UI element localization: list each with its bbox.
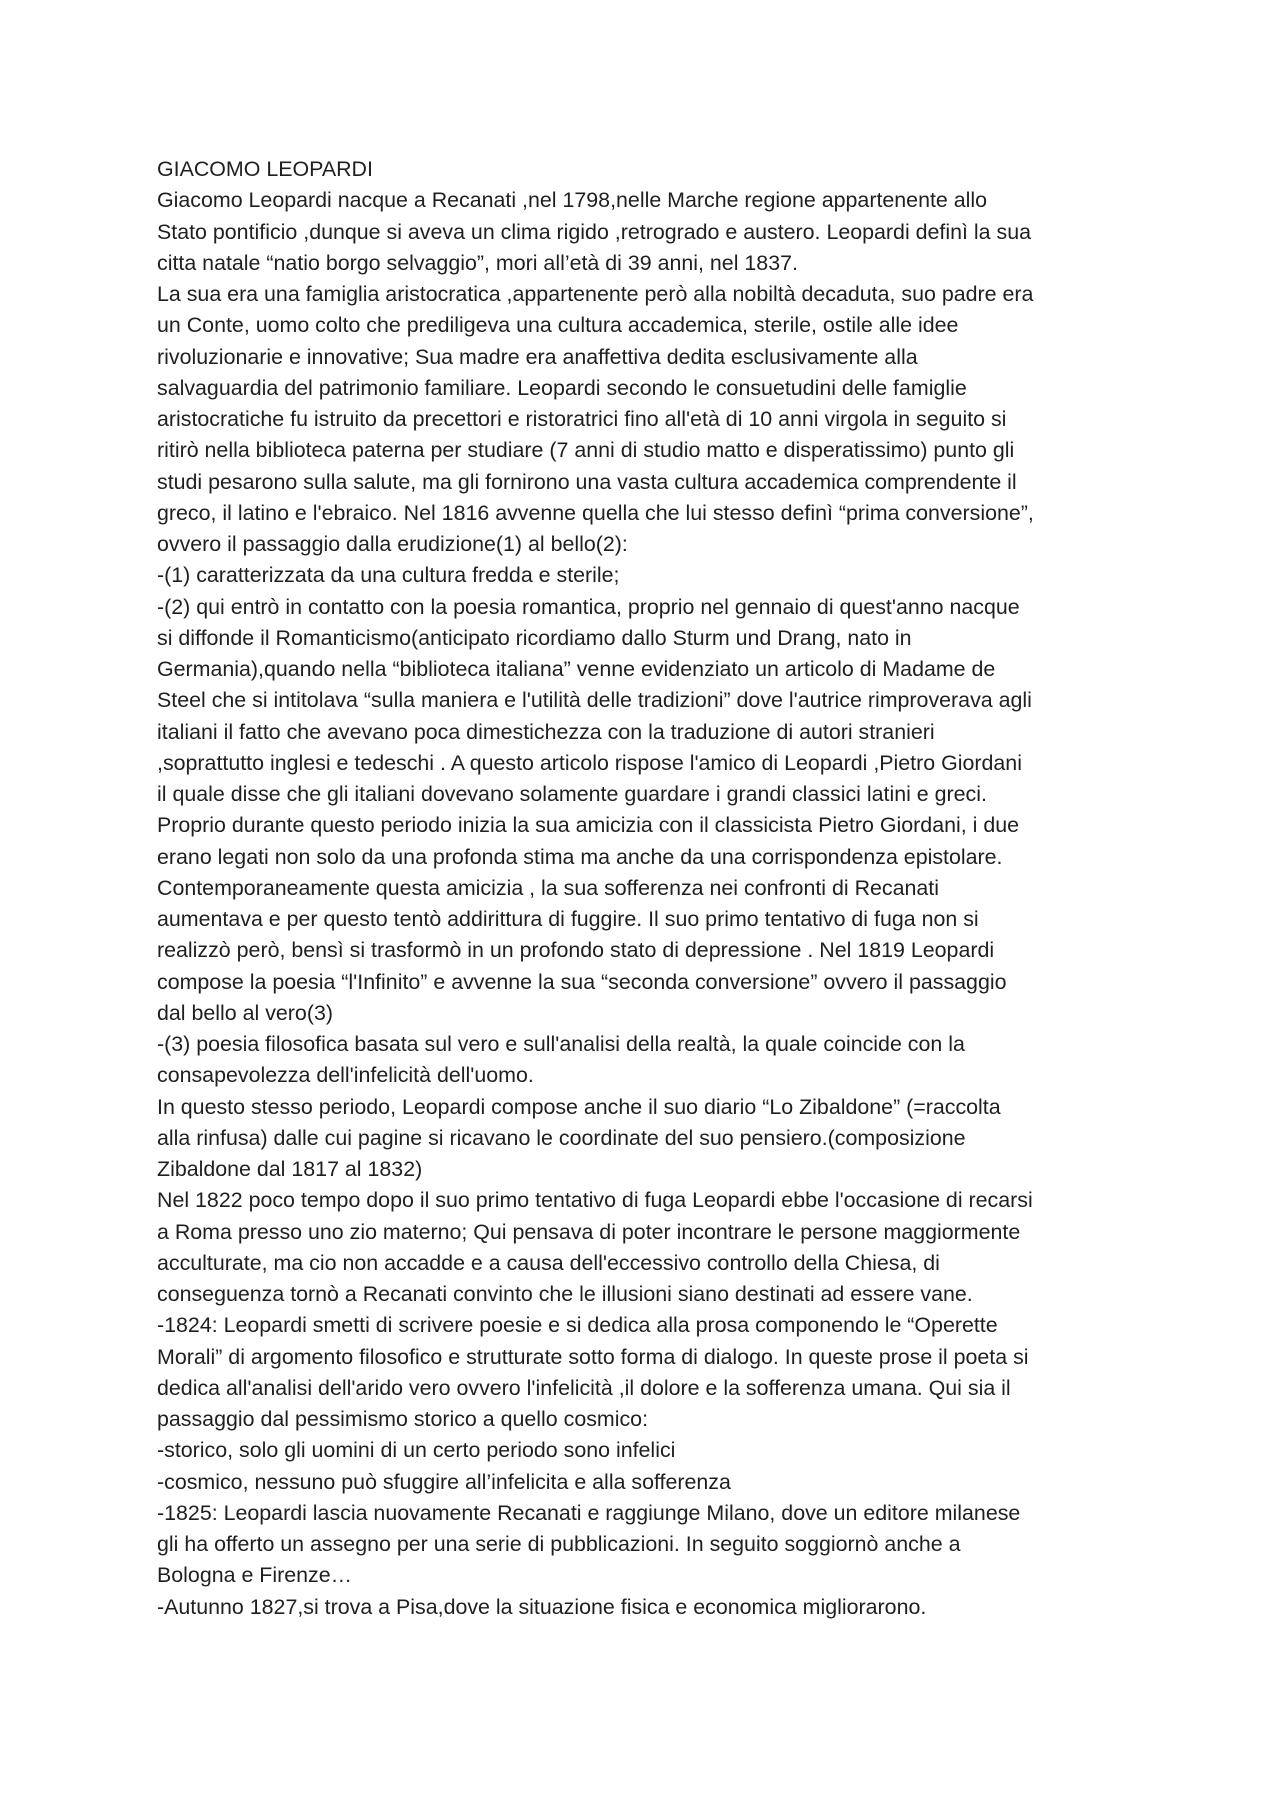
text-line: Germania),quando nella “biblioteca italiana” venne evidenziato un articolo di Madame de — [157, 657, 996, 681]
text-line: alla rinfusa) dalle cui pagine si ricavano le coordinate del suo pensiero.(composizione — [157, 1125, 966, 1150]
text-line: greco, il latino e l'ebraico. Nel 1816 avvenne quella che lui stesso definì “prima conversione”, — [157, 500, 1034, 525]
text-line: -(3) poesia filosofica basata sul vero e sull'analisi della realtà, la quale coincide con la — [157, 1032, 965, 1056]
text-line: compose la poesia “l'Infinito” e avvenne la sua “seconda conversione” ovvero il passaggio — [157, 969, 1007, 994]
text-line: -storico, solo gli uomini di un certo periodo sono infelici — [157, 1438, 676, 1463]
text-line: aristocratiche fu istruito da precettori e ristoratrici fino all'età di 10 anni virgola in seguito si — [157, 407, 1007, 431]
text-line: -1825: Leopardi lascia nuovamente Recanati e raggiunge Milano, dove un editore milanese — [157, 1500, 1021, 1525]
text-line: Proprio durante questo periodo inizia la sua amicizia con il classicista Pietro Giordani, i due — [157, 813, 1020, 838]
text-line: Bologna e Firenze… — [157, 1563, 353, 1588]
text-line: il quale disse che gli italiani dovevano solamente guardare i grandi classici latini e greci. — [157, 782, 987, 806]
text-line: salvaguardia del patrimonio familiare. Leopardi secondo le consuetudini delle famiglie — [157, 375, 967, 400]
text-line: Nel 1822 poco tempo dopo il suo primo tentativo di fuga Leopardi ebbe l'occasione di recarsi — [157, 1188, 1033, 1213]
text-line: passaggio dal pessimismo storico a quello cosmico: — [157, 1407, 649, 1431]
document-body — [157, 154, 1147, 1623]
text-line: erano legati non solo da una profonda stima ma anche da una corrispondenza epistolare. — [157, 844, 1003, 869]
text-line: citta natale “natio borgo selvaggio”, mori all’età di 39 anni, nel 1837. — [157, 250, 798, 275]
text-line: studi pesarono sulla salute, ma gli fornirono una vasta cultura accademica comprendente il — [157, 469, 1017, 494]
text-line: acculturate, ma cio non accadde e a causa dell'eccessivo controllo della Chiesa, di — [157, 1250, 940, 1275]
text-line: aumentava e per questo tentò addirittura di fuggire. Il suo primo tentativo di fuga non si — [157, 907, 979, 931]
text-line: -(2) qui entrò in contatto con la poesia romantica, proprio nel gennaio di quest'anno nacque — [157, 594, 1020, 619]
text-line: rivoluzionarie e innovative; Sua madre era anaffettiva dedita esclusivamente alla — [157, 344, 918, 369]
text-line: -(1) caratterizzata da una cultura fredda e sterile; — [157, 563, 620, 588]
text-line: Giacomo Leopardi nacque a Recanati ,nel 1798,nelle Marche regione appartenente allo — [157, 188, 988, 213]
text-line: ,soprattutto inglesi e tedeschi . A questo articolo rispose l'amico di Leopardi ,Pietro Giordani — [157, 750, 1022, 775]
text-line: a Roma presso uno zio materno; Qui pensava di poter incontrare le persone maggiormente — [157, 1219, 1021, 1244]
text-line: un Conte, uomo colto che prediligeva una cultura accademica, sterile, ostile alle idee — [157, 313, 959, 338]
text-line: consapevolezza dell'infelicità dell'uomo. — [157, 1063, 534, 1088]
text-line: Contemporaneamente questa amicizia , la sua sofferenza nei confronti di Recanati — [157, 875, 940, 900]
text-line: -Autunno 1827,si trova a Pisa,dove la situazione fisica e economica migliorarono. — [157, 1594, 927, 1619]
text-line: Stato pontificio ,dunque si aveva un clima rigido ,retrogrado e austero. Leopardi definì la sua — [157, 219, 1031, 244]
text-line: dal bello al vero(3) — [157, 1000, 333, 1025]
text-line: si diffonde il Romanticismo(anticipato ricordiamo dallo Sturm und Drang, nato in — [157, 625, 912, 650]
text-line: Morali” di argomento filosofico e strutturate sotto forma di dialogo. In queste prose il poeta si — [157, 1344, 1029, 1369]
text-line: Steel che si intitolava “sulla maniera e l'utilità delle tradizioni” dove l'autrice rimproverava agli — [157, 688, 1032, 713]
document-title: GIACOMO LEOPARDI — [157, 157, 373, 181]
text-line: italiani il fatto che avevano poca dimestichezza con la traduzione di autori stranieri — [157, 719, 935, 744]
text-line: ovvero il passaggio dalla erudizione(1) al bello(2): — [157, 532, 628, 556]
text-line: -cosmico, nessuno può sfuggire all’infelicita e alla sofferenza — [157, 1469, 731, 1494]
text-line: In questo stesso periodo, Leopardi compose anche il suo diario “Lo Zibaldone” (=raccolta — [157, 1094, 1001, 1119]
text-line: realizzò però, bensì si trasformò in un profondo stato di depressione . Nel 1819 Leopardi — [157, 938, 995, 963]
text-line: ritirò nella biblioteca paterna per studiare (7 anni di studio matto e disperatissimo) punto gli — [157, 438, 1015, 463]
text-line: Zibaldone dal 1817 al 1832) — [157, 1157, 423, 1181]
text-line: -1824: Leopardi smetti di scrivere poesie e si dedica alla prosa componendo le “Operette — [157, 1313, 998, 1338]
text-line: dedica all'analisi dell'arido vero ovvero l'infelicità ,il dolore e la sofferenza umana. Qui sia il — [157, 1375, 1011, 1400]
text-line: conseguenza tornò a Recanati convinto che le illusioni siano destinati ad essere vane. — [157, 1282, 973, 1306]
text-line: gli ha offerto un assegno per una serie di pubblicazioni. In seguito soggiornò anche a — [157, 1532, 961, 1556]
text-line: La sua era una famiglia aristocratica ,appartenente però alla nobiltà decaduta, suo padre era — [157, 282, 1034, 306]
